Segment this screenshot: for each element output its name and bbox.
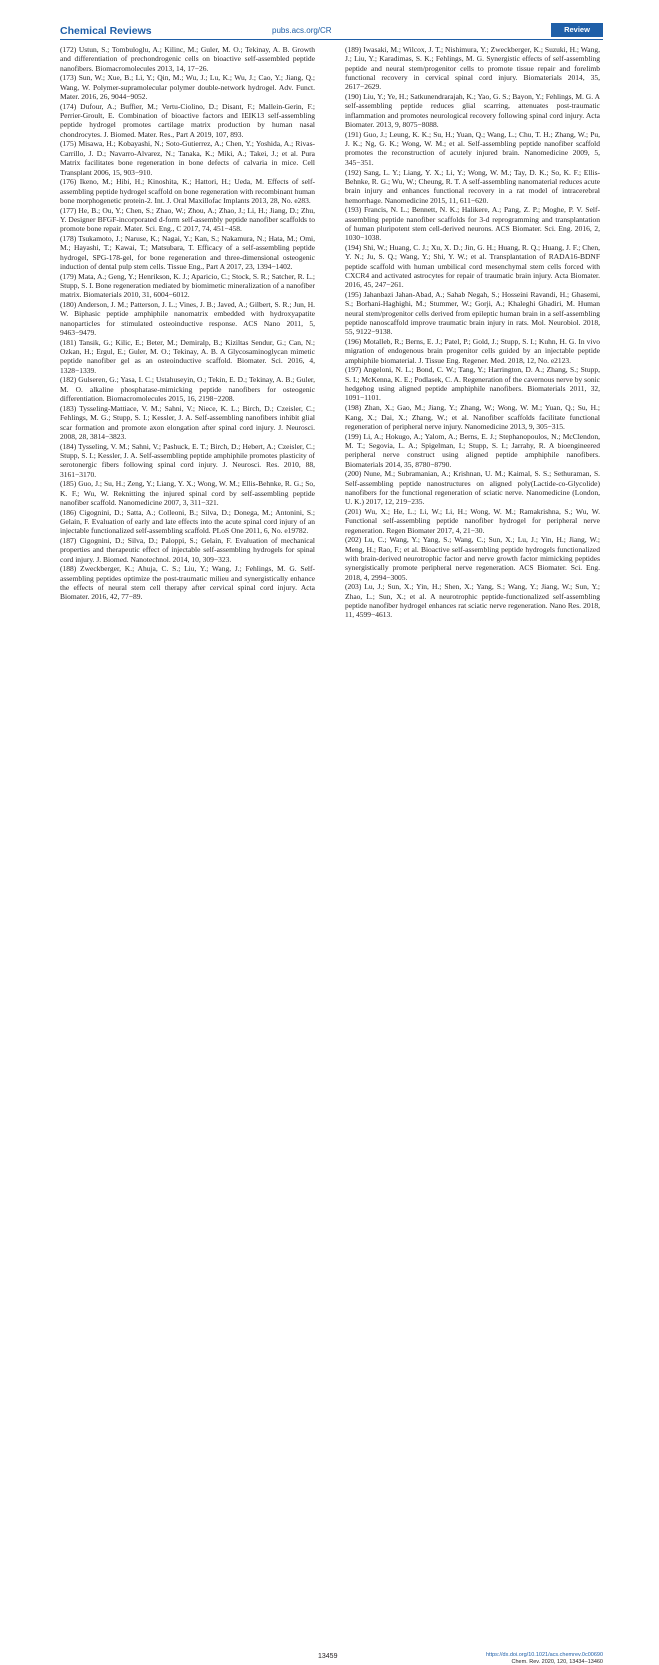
- reference-item: (192) Sang, L. Y.; Liang, Y. X.; Li, Y.; Wong, W. M.; Tay, D. K.; So, K. F.; Ellis-Behnke, R. G.; Wu, W.; Cheung, R. T. A self-assembling nanomaterial reduces acute brain injury and enhances functional recovery in a rat model of intracerebral hemorrhage. Nanomedicine 2015, 11, 611−620.: [345, 167, 600, 205]
- reference-item: (181) Tansik, G.; Kilic, E.; Beter, M.; Demiralp, B.; Kiziltas Sendur, G.; Can, N.; Ozkan, H.; Ergul, E.; Guler, M. O.; Tekinay, A. B. A Glycosaminoglycan mimetic peptide nanofiber gel as an osteoinductive scaffold. Biomater. Sci. 2016, 4, 1328−1339.: [60, 337, 315, 375]
- journal-citation: Chem. Rev. 2020, 120, 13434−13460: [511, 1659, 603, 1665]
- reference-item: (179) Mata, A.; Geng, Y.; Henrikson, K. J.; Aparicio, C.; Stock, S. R.; Satcher, R. L.; Stupp, S. I. Bone regeneration mediated by biomimetic mineralization of a nanofiber matrix. Biomaterials 2010, 31, 6004−6012.: [60, 271, 315, 300]
- reference-item: (202) Lu, C.; Wang, Y.; Yang, S.; Wang, C.; Sun, X.; Lu, J.; Yin, H.; Jiang, W.; Meng, H.; Rao, F.; et al. Bioactive self-assembling peptide hydrogels functionalized with brain-derived neurotrophic factor and nerve growth factor mimicking peptides synergistically promote peripheral nerve regeneration. ACS Biomater. Sci. Eng. 2018, 4, 2994−3005.: [345, 535, 600, 582]
- reference-item: (186) Cigognini, D.; Satta, A.; Colleoni, B.; Silva, D.; Donega, M.; Antonini, S.; Gelain, F. Evaluation of early and late effects into the acute spinal cord injury of an injectable functionalized self-assembling scaffold. PLoS One 2011, 6, No. e19782.: [60, 507, 315, 536]
- reference-item: (201) Wu, X.; He, L.; Li, W.; Li, H.; Wong, W. M.; Ramakrishna, S.; Wu, W. Functional self-assembling peptide nanofiber hydrogel for peripheral nerve regeneration. Regen Biomater 2017, 4, 21−30.: [345, 506, 600, 535]
- journal-title: Chemical Reviews: [60, 25, 152, 37]
- reference-item: (198) Zhan, X.; Gao, M.; Jiang, Y.; Zhang, W.; Wong, W. M.; Yuan, Q.; Su, H.; Kang, X.; Dai, X.; Zhang, W.; et al. Nanofiber scaffolds facilitate functional regeneration of peripheral nerve injury. Nanomedicine 2013, 9, 305−315.: [345, 403, 600, 431]
- reference-item: (190) Liu, Y.; Ye, H.; Satkunendrarajah, K.; Yao, G. S.; Bayon, Y.; Fehlings, M. G. A self-assembling peptide reduces glial scarring, attenuates post-traumatic inflammation and promotes neurological recovery following spinal cord injury. Acta Biomater. 2013, 9, 8075−8088.: [345, 92, 600, 130]
- reference-item: (185) Guo, J.; Su, H.; Zeng, Y.; Liang, Y. X.; Wong, W. M.; Ellis-Behnke, R. G.; So, K. F.; Wu, W. Reknitting the injured spinal cord by self-assembling peptide nanofiber scaffold. Nanomedicine 2007, 3, 311−321.: [60, 479, 315, 507]
- page-header: [0, 0, 659, 40]
- reference-item: (176) Ikeno, M.; Hibi, H.; Kinoshita, K.; Hattori, H.; Ueda, M. Effects of self-assembling peptide hydrogel scaffold on bone regeneration with recombinant human bone morphogenetic protein-2. Int. J. Oral Maxillofac Implants 2013, 28, No. e283.: [60, 177, 315, 205]
- reference-item: (182) Gulseren, G.; Yasa, I. C.; Ustahuseyin, O.; Tekin, E. D.; Tekinay, A. B.; Guler, M. O. alkaline phosphatase-mimicking peptide nanofibers for osteogenic differentiation. Biomacromolecules 2015, 16, 2198−2208.: [60, 375, 315, 404]
- page-footer: [0, 825, 659, 1665]
- references-right-column: [345, 45, 600, 620]
- reference-item: (180) Anderson, J. M.; Patterson, J. L.; Vines, J. B.; Javed, A.; Gilbert, S. R.; Jun, H. W. Biphasic peptide amphiphile nanomatrix embedded with hydroxyapatite nanoparticles for stimulated osteoinductive response. ACS Nano 2011, 5, 9463−9479.: [60, 300, 315, 338]
- reference-item: (197) Angeloni, N. L.; Bond, C. W.; Tang, Y.; Harrington, D. A.; Zhang, S.; Stupp, S. I.; McKenna, K. E.; Podlasek, C. A. Regeneration of the cavernous nerve by sonic hedgehog using aligned peptide amphiphile nanofibers. Biomaterials 2011, 32, 1091−1101.: [345, 365, 600, 403]
- reference-item: (172) Ustun, S.; Tombuloglu, A.; Kilinc, M.; Guler, M. O.; Tekinay, A. B. Growth and differentiation of prechondrogenic cells on bioactive self-assembled peptide nanofibers. Biomacromolecules 2013, 14, 17−26.: [60, 45, 315, 73]
- reference-item: (200) Nune, M.; Subramanian, A.; Krishnan, U. M.; Kaimal, S. S.; Sethuraman, S. Self-assembling peptide nanostructures on aligned poly(Lactide-co-Glycolide) nanofibers for the functional regeneration of sciatic nerve. Nanomedicine (London, U. K.) 2017, 12, 219−235.: [345, 469, 600, 507]
- article-type-badge: Review: [551, 23, 603, 37]
- page-number: 13459: [318, 1653, 338, 1660]
- reference-item: (183) Tysseling-Mattiace, V. M.; Sahni, V.; Niece, K. L.; Birch, D.; Czeisler, C.; Fehlings, M. G.; Stupp, S. I.; Kessler, J. A. Self-assembling nanofibers inhibit glial scar formation and promote axon elongation after spinal cord injury. J. Neurosci. 2008, 28, 3814−3823.: [60, 403, 315, 441]
- reference-item: (188) Zweckberger, K.; Ahuja, C. S.; Liu, Y.; Wang, J.; Fehlings, M. G. Self-assembling peptides optimize the post-traumatic milieu and synergistically enhance the effects of neural stem cell therapy after cervical spinal cord injury. Acta Biomater. 2016, 42, 77−89.: [60, 564, 315, 602]
- reference-item: (173) Sun, W.; Xue, B.; Li, Y.; Qin, M.; Wu, J.; Lu, K.; Wu, J.; Cao, Y.; Jiang, Q.; Wang, W. Polymer-supramolecular polymer double-network hydrogel. Adv. Funct. Mater. 2016, 26, 9044−9052.: [60, 73, 315, 102]
- reference-item: (175) Misawa, H.; Kobayashi, N.; Soto-Gutierrez, A.; Chen, Y.; Yoshida, A.; Rivas-Carrillo, J. D.; Navarro-Alvarez, N.; Tanaka, K.; Miki, A.; Takei, J.; et al. Pura Matrix facilitates bone regeneration in bone defects of calvaria in mice. Cell Transplant 2006, 15, 903−910.: [60, 139, 315, 177]
- reference-item: (191) Guo, J.; Leung, K. K.; Su, H.; Yuan, Q.; Wang, L.; Chu, T. H.; Zhang, W.; Pu, J. K.; Ng, G. K.; Wong, W. M.; et al. Self-assembling peptide nanofiber scaffold promotes the reconstruction of acutely injured brain. Nanomedicine 2009, 5, 345−351.: [345, 129, 600, 167]
- reference-item: (203) Lu, J.; Sun, X.; Yin, H.; Shen, X.; Yang, S.; Wang, Y.; Jiang, W.; Sun, Y.; Zhao, L.; Sun, X.; et al. A neurotrophic peptide-functionalized self-assembling peptide nanofiber hydrogel enhances rat sciatic nerve regeneration. Nano Res. 2018, 11, 4599−4613.: [345, 582, 600, 620]
- reference-item: (195) Jahanbazi Jahan-Abad, A.; Sahab Negah, S.; Hosseini Ravandi, H.; Ghasemi, S.; Borhani-Haghighi, M.; Stummer, W.; Gorji, A.; Khaleghi Ghadiri, M. Human neural stem/progenitor cells derived from epileptic human brain in a self-assembling peptide nanoscaffold improve traumatic brain injury in rats. Mol. Neurobiol. 2018, 55, 9122−9138.: [345, 290, 600, 337]
- reference-item: (187) Cigognini, D.; Silva, D.; Paloppi, S.; Gelain, F. Evaluation of mechanical properties and therapeutic effect of injectable self-assembling hydrogels for spinal cord injury. J. Biomed. Nanotechnol. 2014, 10, 309−323.: [60, 536, 315, 564]
- reference-item: (178) Tsukamoto, J.; Naruse, K.; Nagai, Y.; Kan, S.; Nakamura, N.; Hata, M.; Omi, M.; Hayashi, T.; Kawai, T.; Matsubara, T. Efficacy of a self-assembling peptide hydrogel, SPG-178-gel, for bone regeneration and three-dimensional osteogenic induction of dental pulp stem cells. Tissue Eng., Part A 2017, 23, 1394−1402.: [60, 233, 315, 271]
- reference-item: (193) Francis, N. L.; Bennett, N. K.; Halikere, A.; Pang, Z. P.; Moghe, P. V. Self-assembling peptide nanofiber scaffolds for 3-d reprogramming and transplantation of human pluripotent stem cell-derived neurons. ACS Biomater. Sci. Eng. 2016, 2, 1030−1038.: [345, 205, 600, 243]
- reference-item: (199) Li, A.; Hokugo, A.; Yalom, A.; Berns, E. J.; Stephanopoulos, N.; McClendon, M. T.; Segovia, L. A.; Spigelman, I.; Stupp, S. I.; Jarrahy, R. A bioengineered peripheral nerve construct using aligned peptide amphiphile nanofibers. Biomaterials 2014, 35, 8780−8790.: [345, 431, 600, 469]
- reference-item: (177) He, B.; Ou, Y.; Chen, S.; Zhao, W.; Zhou, A.; Zhao, J.; Li, H.; Jiang, D.; Zhu, Y. Designer BFGF-incorporated d-form self-assembly peptide nanofiber scaffolds to promote bone repair. Mater. Sci. Eng., C 2017, 74, 451−458.: [60, 205, 315, 234]
- reference-item: (184) Tysseling, V. M.; Sahni, V.; Pashuck, E. T.; Birch, D.; Hebert, A.; Czeisler, C.; Stupp, S. I.; Kessler, J. A. Self-assembling peptide amphiphile promotes plasticity of serotonergic fibers following spinal cord injury. J. Neurosci. Res. 2010, 88, 3161−3170.: [60, 441, 315, 479]
- references-left-column: [60, 45, 315, 602]
- reference-item: (196) Motalleb, R.; Berns, E. J.; Patel, P.; Gold, J.; Stupp, S. I.; Kuhn, H. G. In vivo migration of endogenous brain progenitor cells guided by an injectable peptide amphiphile biomaterial. J. Tissue Eng. Regener. Med. 2018, 12, No. e2123.: [345, 337, 600, 365]
- doi-link[interactable]: https://dx.doi.org/10.1021/acs.chemrev.0c00690: [486, 1652, 603, 1658]
- reference-item: (174) Dufour, A.; Buffier, M.; Vertu-Ciolino, D.; Disant, F.; Mallein-Gerin, F.; Perrier-Groult, E. Combination of bioactive factors and IEIK13 self-assembling peptide hydrogel promotes cartilage matrix production by human nasal chondrocytes. J. Biomed. Mater. Res., Part A 2019, 107, 893.: [60, 101, 315, 139]
- reference-item: (194) Shi, W.; Huang, C. J.; Xu, X. D.; Jin, G. H.; Huang, R. Q.; Huang, J. F.; Chen, Y. N.; Ju, S. Q.; Wang, Y.; Shi, Y. W.; et al. Transplantation of RADA16-BDNF peptide scaffold with human umbilical cord mesenchymal stem cells forced with CXCR4 and activated astrocytes for repair of traumatic brain injury. Acta Biomater. 2016, 45, 247−261.: [345, 242, 600, 290]
- journal-url[interactable]: pubs.acs.org/CR: [272, 26, 332, 35]
- header-rule: [60, 39, 603, 40]
- reference-item: (189) Iwasaki, M.; Wilcox, J. T.; Nishimura, Y.; Zweckberger, K.; Suzuki, H.; Wang, J.; Liu, Y.; Karadimas, S. K.; Fehlings, M. G. Synergistic effects of self-assembling peptide and neural stem/progenitor cells to promote tissue repair and forelimb functional recovery in cervical spinal cord injury. Biomaterials 2014, 35, 2617−2629.: [345, 45, 600, 92]
